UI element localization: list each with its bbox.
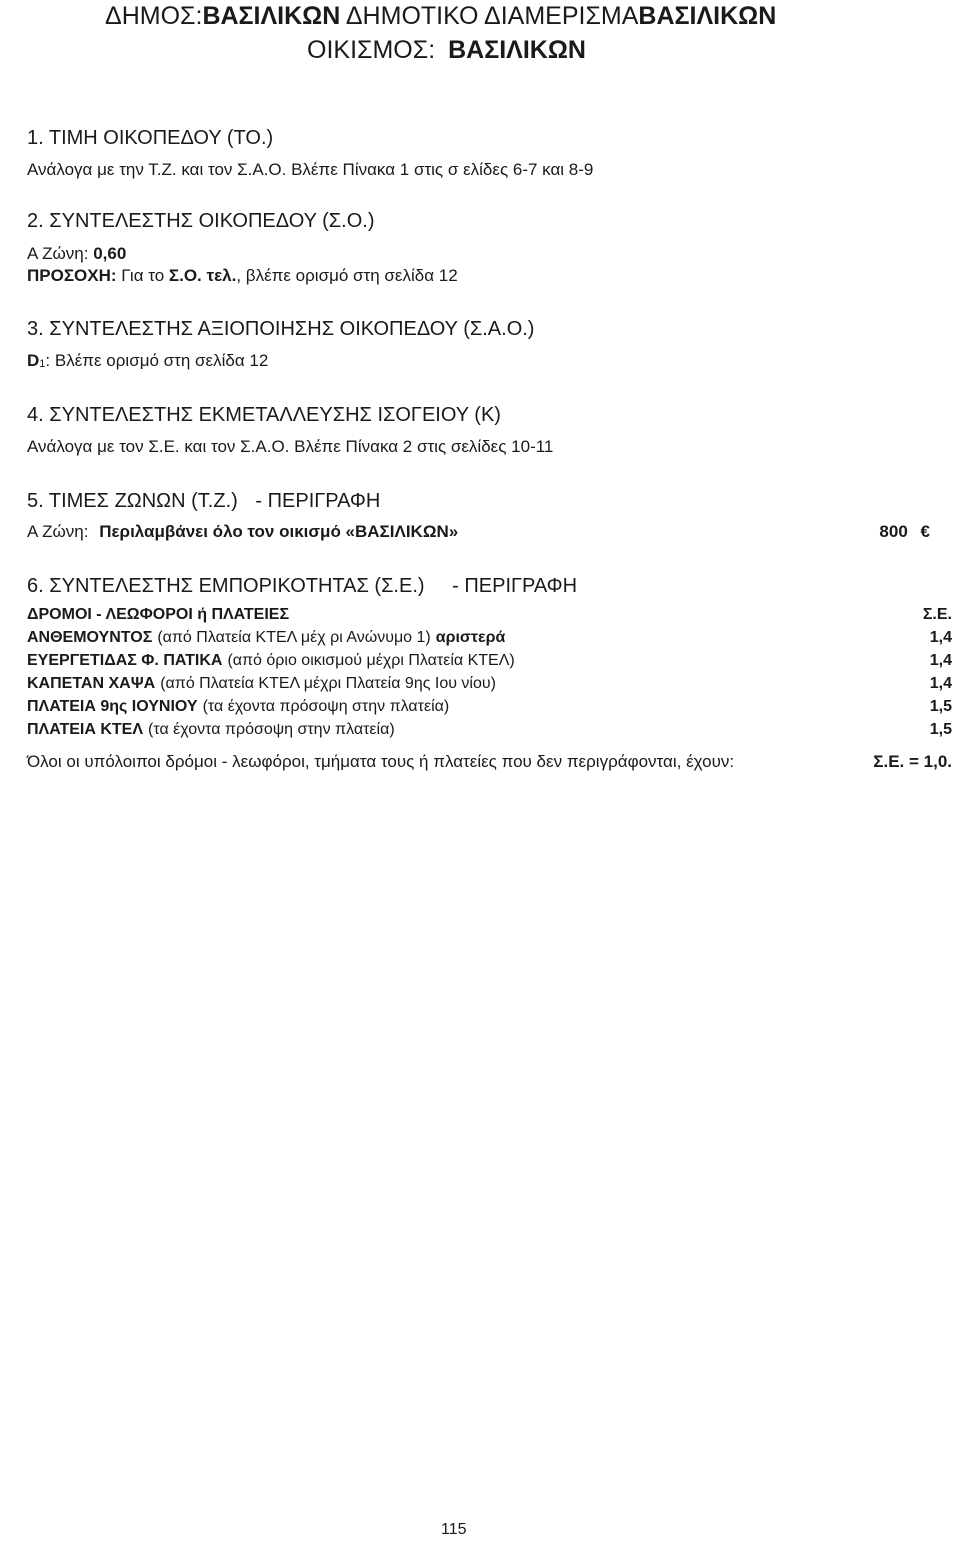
note-post: , βλέπε ορισμό στη σελίδα 12 [236,266,458,285]
zone-price [879,522,930,542]
zone-label: Α Ζώνη: [27,244,89,263]
section-2-zone [27,244,126,264]
section-6-title-suffix: - ΠΕΡΙΓΡΑΦΗ [452,575,578,597]
section-5-title [27,490,380,513]
footer-text: Όλοι οι υπόλοιποι δρόμοι - λεωφόροι, τμήματα τους ή πλατείες που δεν περιγράφονται, έχουν: [27,752,735,771]
road-name: ΚΑΠΕΤΑΝ ΧΑΨΑ [27,675,156,692]
section-3-title: 3. ΣΥΝΤΕΛΕΣΤΗΣ ΑΞΙΟΠΟΙΗΣΗΣ ΟΙΚΟΠΕΔΟΥ (Σ.Α.Ο.) [27,318,535,340]
table-row [27,652,515,670]
district-label: ΔΗΜΟΤΙΚΟ ΔΙΑΜΕΡΙΣΜΑ [345,2,639,30]
section-5-zone [27,522,458,542]
column-header-roads: ΔΡΟΜΟΙ - ΛΕΩΦΟΡΟΙ ή ΠΛΑΤΕΙΕΣ [27,606,290,623]
section-6-title [27,575,577,598]
note-label: ΠΡΟΣΟΧΗ: [27,266,117,285]
section-5-title-main: 5. ΤΙΜΕΣ ΖΩΝΩΝ (Τ.Ζ.) [27,490,238,512]
table-row [27,629,505,647]
section-2-note [27,266,458,286]
section-1-text: Ανάλογα με την Τ.Ζ. και τον Σ.Α.Ο. Βλέπε Πίνακα 1 στις σ ελίδες 6-7 και 8-9 [27,160,594,179]
header-line-2 [307,36,586,65]
road-description: (από όριο οικισμού μέχρι Πλατεία ΚΤΕΛ) [227,652,515,669]
euro-icon: € [920,522,930,541]
section-6-title-main: 6. ΣΥΝΤΕΛΕΣΤΗΣ ΕΜΠΟΡΙΚΟΤΗΤΑΣ (Σ.Ε.) [27,575,425,597]
municipality-name: ΒΑΣΙΛΙΚΩΝ [202,2,341,30]
section-1-title: 1. ΤΙΜΗ ΟΙΚΟΠΕΔΟΥ (ΤΟ.) [27,127,274,149]
road-name: ΕΥΕΡΓΕΤΙΔΑΣ Φ. ΠΑΤΙΚΑ [27,652,223,669]
section-4-title: 4. ΣΥΝΤΕΛΕΣΤΗΣ ΕΚΜΕΤΑΛΛΕΥΣΗΣ ΙΣΟΓΕΙΟΥ (Κ) [27,404,501,426]
note-pre: Για το [121,266,165,285]
road-side: αριστερά [435,629,506,646]
road-description: (από Πλατεία ΚΤΕΛ μέχρι Πλατεία 9ης Ιου νίου) [160,675,496,692]
road-description: (τα έχοντα πρόσοψη στην πλατεία) [202,698,450,715]
d-label: D [27,351,40,370]
section-3-text [27,351,268,371]
se-value: 1,5 [929,698,952,715]
table-row [27,721,395,739]
table-row [27,675,496,693]
se-value: 1,4 [929,652,952,669]
section-4-text: Ανάλογα με τον Σ.Ε. και τον Σ.Α.Ο. Βλέπε Πίνακα 2 στις σελίδες 10-11 [27,437,554,456]
road-name: ΑΝΘΕΜΟΥΝΤΟΣ [27,629,153,646]
road-description: (τα έχοντα πρόσοψη στην πλατεία) [148,721,395,738]
zone-description: Περιλαμβάνει όλο τον οικισμό «ΒΑΣΙΛΙΚΩΝ» [99,522,459,541]
d-subscript: 1 [39,358,46,370]
settlement-name: ΒΑΣΙΛΙΚΩΝ [448,36,586,64]
column-header-se: Σ.Ε. [922,606,952,623]
note-bold: Σ.Ο. τελ. [168,266,237,285]
section-5-title-suffix: - ΠΕΡΙΓΡΑΦΗ [255,490,381,512]
section-2-title: 2. ΣΥΝΤΕΛΕΣΤΗΣ ΟΙΚΟΠΕΔΟΥ (Σ.Ο.) [27,210,375,232]
zone-value: 0,60 [93,244,127,263]
zone-label: Α Ζώνη: [27,522,89,541]
se-value: 1,5 [929,721,952,738]
zone-price-value: 800 [879,522,908,541]
footer-value: Σ.Ε. = 1,0. [873,752,952,771]
settlement-label: ΟΙΚΙΣΜΟΣ: [307,36,436,64]
d-text: : Βλέπε ορισμό στη σελίδα 12 [45,351,269,370]
header-line-1 [105,2,776,31]
municipality-label: ΔΗΜΟΣ: [105,2,203,30]
road-name: ΠΛΑΤΕΙΑ ΚΤΕΛ [27,721,144,738]
table-row [27,698,449,716]
page-number: 115 [441,1521,467,1538]
road-description: (από Πλατεία ΚΤΕΛ μέχ ρι Ανώνυμο 1) [157,629,431,646]
district-name: ΒΑΣΙΛΙΚΩΝ [638,2,777,30]
se-value: 1,4 [929,675,952,692]
road-name: ΠΛΑΤΕΙΑ 9ης ΙΟΥΝΙΟΥ [27,698,198,715]
se-value: 1,4 [929,629,952,646]
